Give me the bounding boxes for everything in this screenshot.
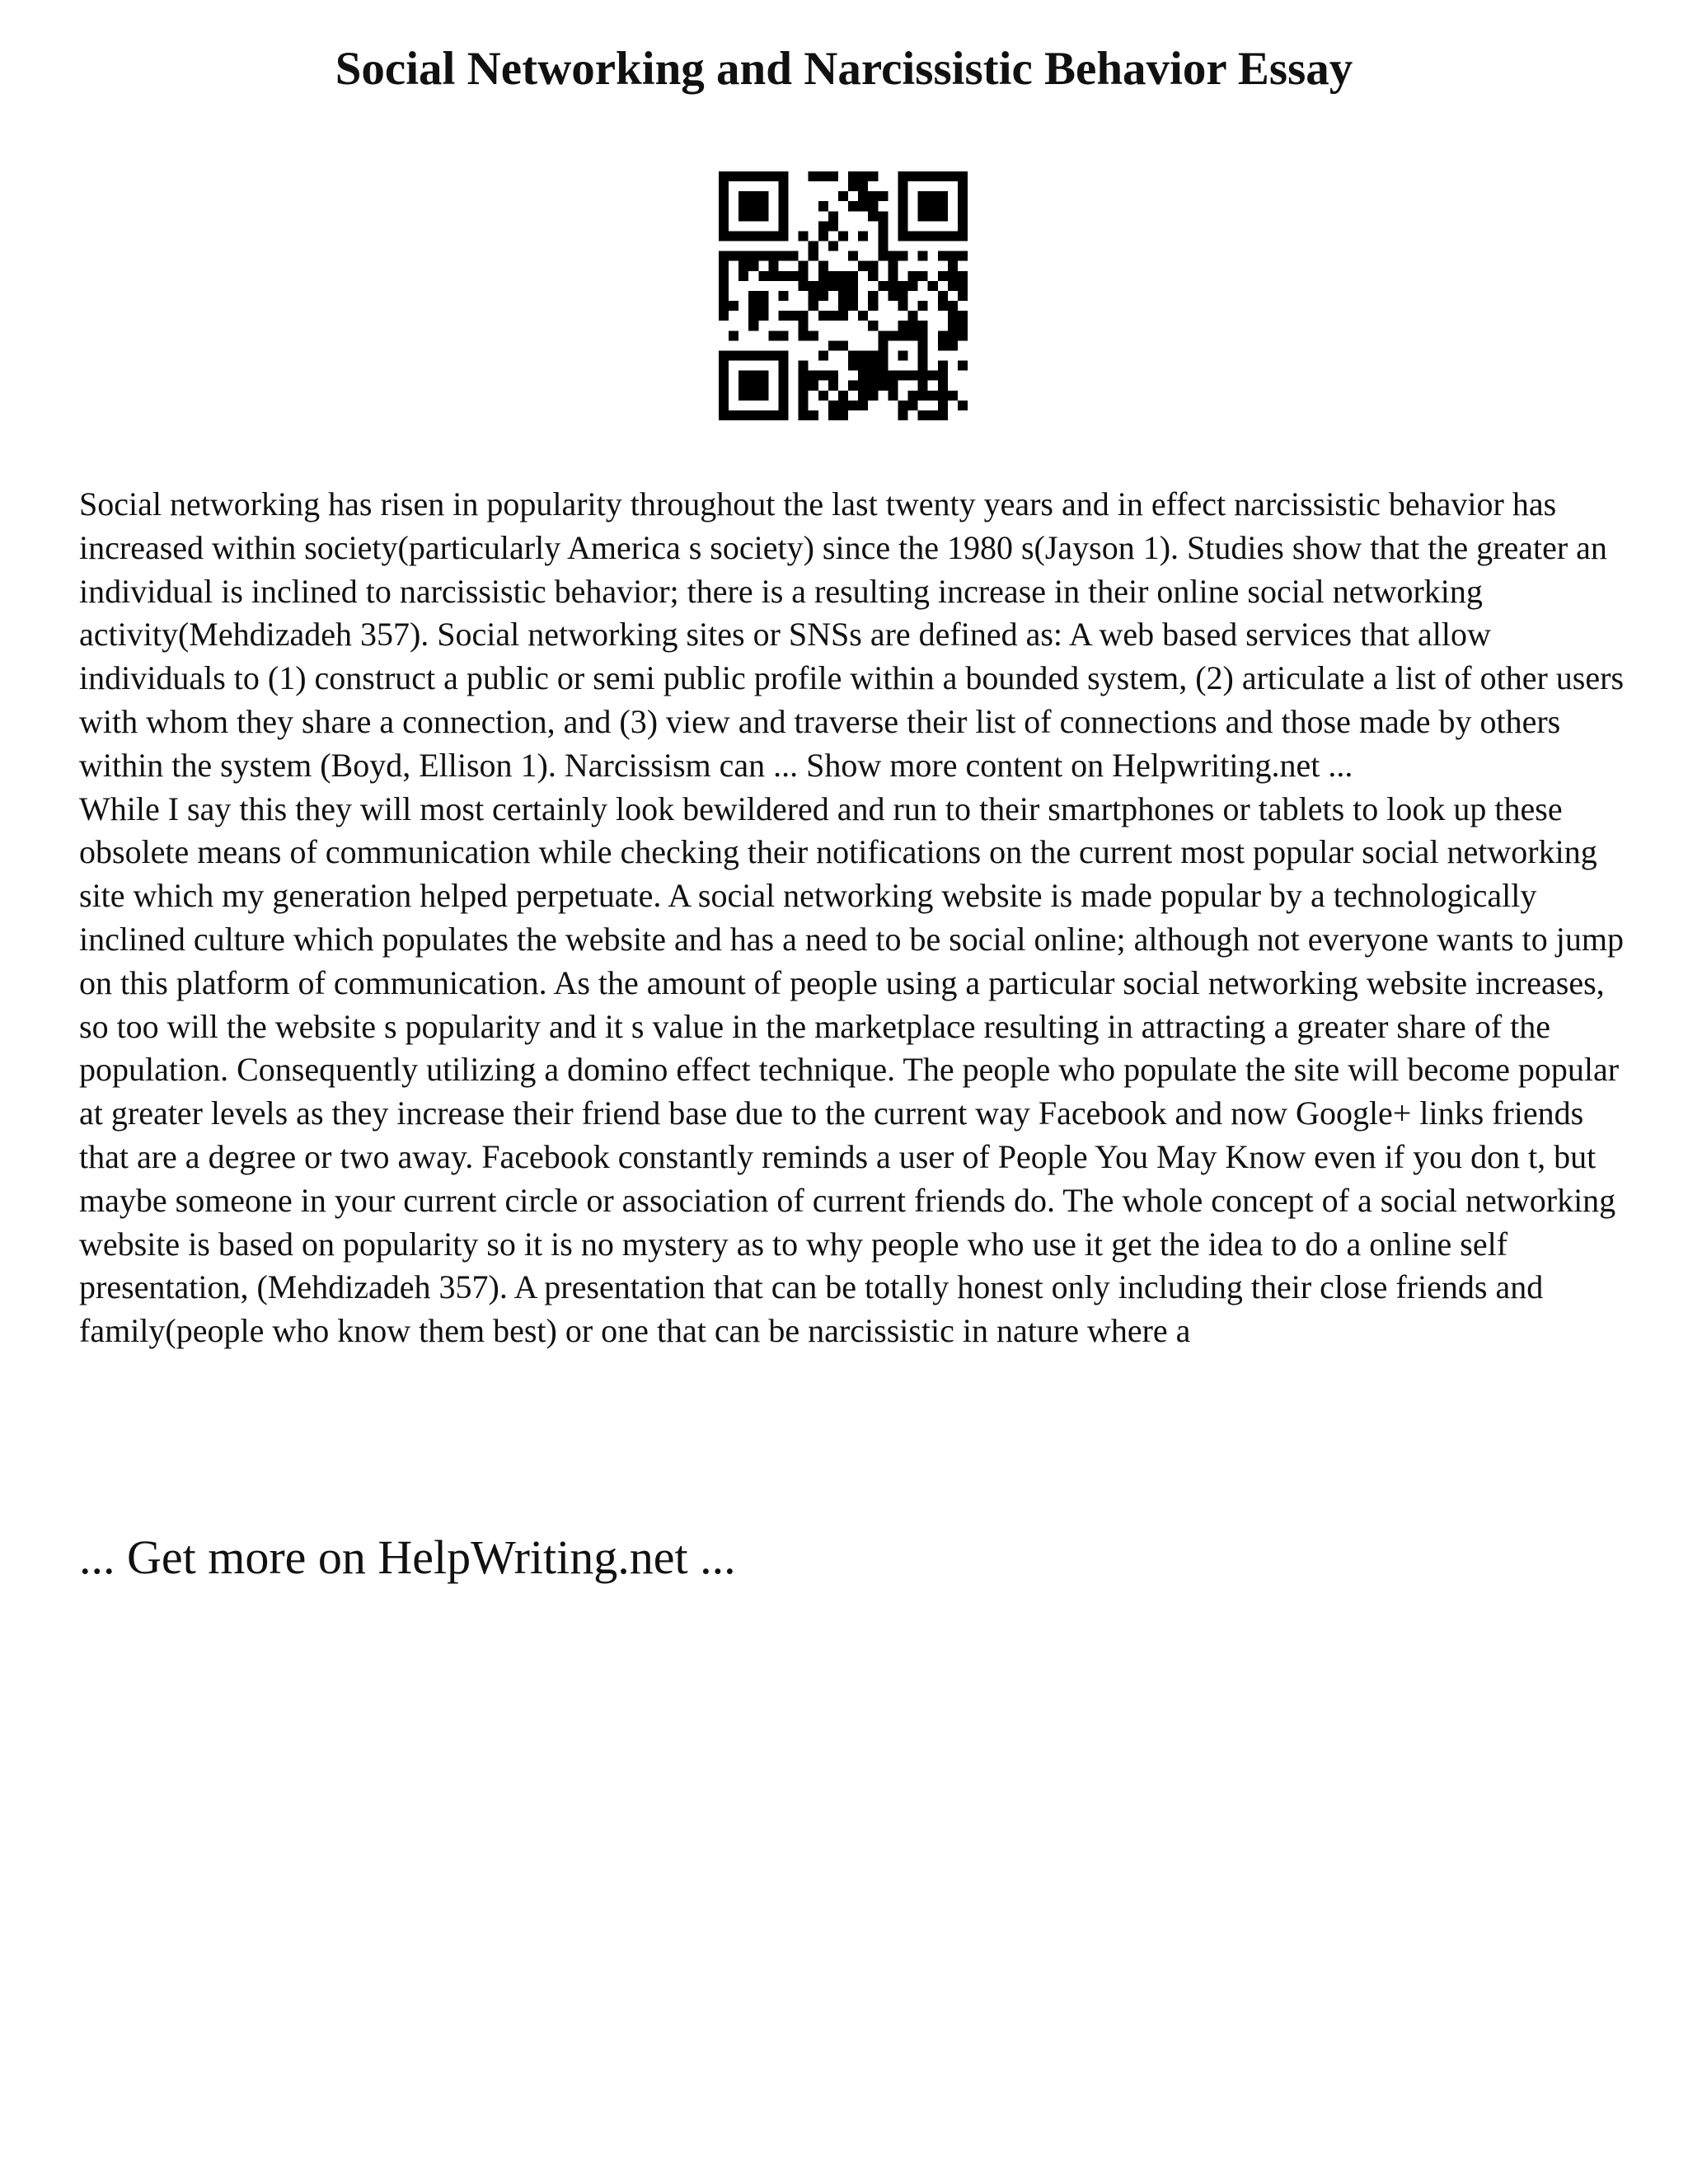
qr-code-icon — [719, 171, 968, 420]
get-more-link[interactable]: ... Get more on HelpWriting.net ... — [79, 1530, 736, 1584]
page-title: Social Networking and Narcissistic Behavior Essay — [335, 43, 1353, 95]
essay-paragraph-1: Social networking has risen in popularity throughout the last twenty years and in effect narcissistic behavior has increased within society(particularly America s society) since the 1980 s(Jayson 1). Studies show that the greater an individual is inclined to narcissistic behavior; there is a resulting increase in their online social networking activity(Mehdizadeh 357). Social networking sites or SNSs are defined as: A web based services that allow individuals to (1) construct a public or semi public profile within a bounded system, (2) articulate a list of other users with whom they share a connection, and (3) view and traverse their list of connections and those made by others within the system (Boyd, Ellison 1). Narcissism can ... Show more content on Helpwriting.net ... — [79, 485, 1625, 784]
essay-paragraph-2: While I say this they will most certainly look bewildered and run to their smartphones or tablets to look up these obsolete means of communication while checking their notifications on the current most popular social networking site which my generation helped perpetuate. A social networking website is made popular by a technologically inclined culture which populates the website and has a need to be social online; although not everyone wants to jump on this platform of communication. As the amount of people using a particular social networking website increases, so too will the website s popularity and it s value in the marketplace resulting in attracting a greater share of the population. Consequently utilizing a domino effect technique. The people who populate the site will become popular at greater levels as they increase their friend base due to the current way Facebook and now Google+ links friends that are a degree or two away. Facebook constantly reminds a user of People You May Know even if you don t, but maybe someone in your current circle or association of current friends do. The whole concept of a social networking website is based on popularity so it is no mystery as to why people who use it get the idea to do a online self presentation, (Mehdizadeh 357). A presentation that can be totally honest only including their close friends and family(people who know them best) or one that can be narcissistic in nature where a — [79, 790, 1624, 1350]
essay-body — [79, 483, 1629, 1353]
